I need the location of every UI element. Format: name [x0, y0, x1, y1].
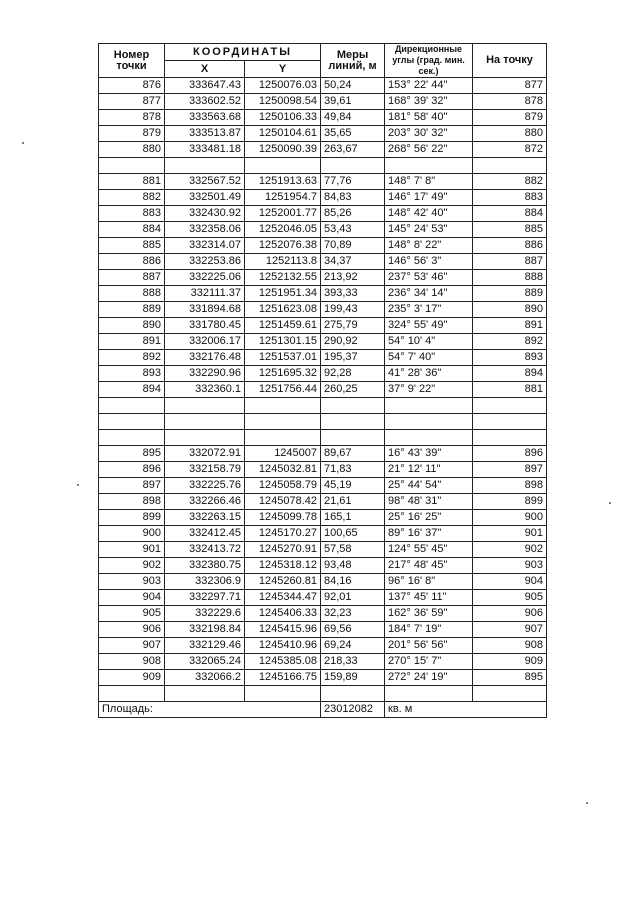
x-coordinate-cell: 332263.15 — [165, 510, 245, 526]
line-length-cell: 92,01 — [321, 590, 385, 606]
point-number-cell: 902 — [99, 558, 165, 574]
x-coordinate-cell: 333602.52 — [165, 94, 245, 110]
point-number-cell: 905 — [99, 606, 165, 622]
point-number-cell: 898 — [99, 494, 165, 510]
x-coordinate-cell: 332129.46 — [165, 638, 245, 654]
x-coordinate-cell: 333563.68 — [165, 110, 245, 126]
point-number-cell: 900 — [99, 526, 165, 542]
to-point-cell: 892 — [473, 334, 547, 350]
to-point-cell: 888 — [473, 270, 547, 286]
point-number-cell: 892 — [99, 350, 165, 366]
x-coordinate-cell: 332225.06 — [165, 270, 245, 286]
to-point-cell: 872 — [473, 142, 547, 158]
line-length-cell: 34,37 — [321, 254, 385, 270]
directional-angle-cell: 146° 17' 49" — [385, 190, 473, 206]
y-coordinate-cell: 1245344.47 — [245, 590, 321, 606]
area-value: 23012082 — [321, 702, 385, 718]
directional-angle-cell: 162° 36' 59" — [385, 606, 473, 622]
directional-angle-cell: 89° 16' 37" — [385, 526, 473, 542]
empty-cell — [473, 158, 547, 174]
area-row — [99, 702, 547, 718]
y-coordinate-cell: 1252113.8 — [245, 254, 321, 270]
point-number-cell: 909 — [99, 670, 165, 686]
point-number-cell: 888 — [99, 286, 165, 302]
y-coordinate-cell: 1245410.96 — [245, 638, 321, 654]
x-coordinate-cell: 332158.79 — [165, 462, 245, 478]
empty-cell — [245, 414, 321, 430]
to-point-cell: 879 — [473, 110, 547, 126]
y-coordinate-cell: 1251623.08 — [245, 302, 321, 318]
empty-cell — [245, 158, 321, 174]
table-row — [99, 622, 547, 638]
empty-cell — [165, 414, 245, 430]
line-length-cell: 393,33 — [321, 286, 385, 302]
table-row — [99, 350, 547, 366]
table-row — [99, 142, 547, 158]
table-row — [99, 286, 547, 302]
y-coordinate-cell: 1245406.33 — [245, 606, 321, 622]
line-length-cell: 45,19 — [321, 478, 385, 494]
point-number-cell: 899 — [99, 510, 165, 526]
empty-cell — [385, 430, 473, 446]
directional-angle-cell: 41° 28' 36" — [385, 366, 473, 382]
line-length-cell: 290,92 — [321, 334, 385, 350]
point-number-cell: 877 — [99, 94, 165, 110]
to-point-cell: 902 — [473, 542, 547, 558]
y-coordinate-cell: 1251951.34 — [245, 286, 321, 302]
line-length-cell: 69,56 — [321, 622, 385, 638]
x-coordinate-cell: 333481.18 — [165, 142, 245, 158]
table-row — [99, 366, 547, 382]
x-coordinate-cell: 332430.92 — [165, 206, 245, 222]
y-coordinate-cell: 1245260.81 — [245, 574, 321, 590]
y-coordinate-cell: 1251459.61 — [245, 318, 321, 334]
empty-row — [99, 686, 547, 702]
coordinates-table — [98, 43, 547, 718]
point-number-cell: 884 — [99, 222, 165, 238]
x-coordinate-cell: 332229.6 — [165, 606, 245, 622]
directional-angle-cell: 270° 15' 7" — [385, 654, 473, 670]
line-length-cell: 260,25 — [321, 382, 385, 398]
empty-cell — [99, 398, 165, 414]
x-coordinate-cell: 332198.84 — [165, 622, 245, 638]
table-row — [99, 174, 547, 190]
to-point-cell: 896 — [473, 446, 547, 462]
directional-angle-cell: 37° 9' 22" — [385, 382, 473, 398]
point-number-cell: 907 — [99, 638, 165, 654]
y-coordinate-cell: 1245032.81 — [245, 462, 321, 478]
table-row — [99, 526, 547, 542]
y-coordinate-cell: 1250090.39 — [245, 142, 321, 158]
directional-angle-cell: 181° 58' 40" — [385, 110, 473, 126]
to-point-cell: 907 — [473, 622, 547, 638]
to-point-cell: 908 — [473, 638, 547, 654]
point-number-cell: 901 — [99, 542, 165, 558]
directional-angle-cell: 137° 45' 11" — [385, 590, 473, 606]
line-length-cell: 218,33 — [321, 654, 385, 670]
table-row — [99, 478, 547, 494]
area-label: Площадь: — [99, 702, 321, 718]
empty-cell — [321, 430, 385, 446]
directional-angle-cell: 146° 56' 3" — [385, 254, 473, 270]
table-row — [99, 78, 547, 94]
to-point-cell: 904 — [473, 574, 547, 590]
table-row — [99, 574, 547, 590]
x-coordinate-cell: 332006.17 — [165, 334, 245, 350]
y-coordinate-cell: 1245166.75 — [245, 670, 321, 686]
empty-cell — [99, 686, 165, 702]
line-length-cell: 49,84 — [321, 110, 385, 126]
directional-angle-cell: 148° 42' 40" — [385, 206, 473, 222]
empty-cell — [165, 430, 245, 446]
point-number-cell: 887 — [99, 270, 165, 286]
to-point-cell: 878 — [473, 94, 547, 110]
empty-cell — [385, 686, 473, 702]
to-point-cell: 891 — [473, 318, 547, 334]
line-length-cell: 195,37 — [321, 350, 385, 366]
y-coordinate-cell: 1245058.79 — [245, 478, 321, 494]
directional-angle-cell: 98° 48' 31" — [385, 494, 473, 510]
empty-row — [99, 430, 547, 446]
table-row — [99, 110, 547, 126]
to-point-cell: 895 — [473, 670, 547, 686]
directional-angle-cell: 54° 7' 40" — [385, 350, 473, 366]
x-coordinate-cell: 332072.91 — [165, 446, 245, 462]
x-coordinate-cell: 333647.43 — [165, 78, 245, 94]
y-coordinate-cell: 1252046.05 — [245, 222, 321, 238]
header-y: Y — [245, 61, 321, 78]
to-point-cell: 883 — [473, 190, 547, 206]
empty-cell — [321, 414, 385, 430]
y-coordinate-cell: 1250106.33 — [245, 110, 321, 126]
directional-angle-cell: 153° 22' 44" — [385, 78, 473, 94]
area-section — [99, 702, 547, 718]
point-number-cell: 883 — [99, 206, 165, 222]
area-unit: кв. м — [385, 702, 547, 718]
y-coordinate-cell: 1250104.61 — [245, 126, 321, 142]
directional-angle-cell: 16° 43' 39" — [385, 446, 473, 462]
line-length-cell: 85,26 — [321, 206, 385, 222]
line-length-cell: 32,23 — [321, 606, 385, 622]
table-row — [99, 382, 547, 398]
table-row — [99, 334, 547, 350]
directional-angle-cell: 168° 39' 32" — [385, 94, 473, 110]
table-row — [99, 222, 547, 238]
to-point-cell: 906 — [473, 606, 547, 622]
point-number-cell: 906 — [99, 622, 165, 638]
x-coordinate-cell: 332176.48 — [165, 350, 245, 366]
table-row — [99, 462, 547, 478]
line-length-cell: 275,79 — [321, 318, 385, 334]
table-row — [99, 510, 547, 526]
directional-angle-cell: 236° 34' 14" — [385, 286, 473, 302]
empty-cell — [385, 414, 473, 430]
table-row — [99, 654, 547, 670]
point-number-cell: 903 — [99, 574, 165, 590]
x-coordinate-cell: 332412.45 — [165, 526, 245, 542]
line-length-cell: 84,16 — [321, 574, 385, 590]
scan-speck — [22, 142, 24, 144]
directional-angle-cell: 96° 16' 8" — [385, 574, 473, 590]
line-length-cell: 213,92 — [321, 270, 385, 286]
empty-cell — [99, 430, 165, 446]
table-row — [99, 94, 547, 110]
to-point-cell: 894 — [473, 366, 547, 382]
to-point-cell: 880 — [473, 126, 547, 142]
header-directional-angles: Дирекционные углы (град. мин. сек.) — [385, 44, 473, 78]
line-length-cell: 50,24 — [321, 78, 385, 94]
to-point-cell: 884 — [473, 206, 547, 222]
to-point-cell: 882 — [473, 174, 547, 190]
table-row — [99, 190, 547, 206]
line-length-cell: 39,61 — [321, 94, 385, 110]
empty-cell — [321, 398, 385, 414]
line-length-cell: 84,83 — [321, 190, 385, 206]
to-point-cell: 900 — [473, 510, 547, 526]
empty-cell — [99, 158, 165, 174]
point-number-cell: 885 — [99, 238, 165, 254]
y-coordinate-cell: 1250098.54 — [245, 94, 321, 110]
point-number-cell: 886 — [99, 254, 165, 270]
table-body — [99, 78, 547, 702]
y-coordinate-cell: 1251695.32 — [245, 366, 321, 382]
header-point-number: Номер точки — [99, 44, 165, 78]
to-point-cell: 897 — [473, 462, 547, 478]
point-number-cell: 882 — [99, 190, 165, 206]
line-length-cell: 57,58 — [321, 542, 385, 558]
table-row — [99, 238, 547, 254]
table-row — [99, 254, 547, 270]
line-length-cell: 263,67 — [321, 142, 385, 158]
x-coordinate-cell: 332567.52 — [165, 174, 245, 190]
to-point-cell: 881 — [473, 382, 547, 398]
scan-speck — [77, 484, 79, 486]
empty-cell — [245, 398, 321, 414]
to-point-cell: 889 — [473, 286, 547, 302]
directional-angle-cell: 145° 24' 53" — [385, 222, 473, 238]
header-coordinates: КООРДИНАТЫ — [165, 44, 321, 61]
point-number-cell: 890 — [99, 318, 165, 334]
to-point-cell: 909 — [473, 654, 547, 670]
y-coordinate-cell: 1251913.63 — [245, 174, 321, 190]
table-row — [99, 302, 547, 318]
point-number-cell: 891 — [99, 334, 165, 350]
y-coordinate-cell: 1252076.38 — [245, 238, 321, 254]
point-number-cell: 878 — [99, 110, 165, 126]
y-coordinate-cell: 1251301.15 — [245, 334, 321, 350]
x-coordinate-cell: 332306.9 — [165, 574, 245, 590]
directional-angle-cell: 25° 44' 54" — [385, 478, 473, 494]
line-length-cell: 21,61 — [321, 494, 385, 510]
empty-row — [99, 398, 547, 414]
empty-cell — [473, 398, 547, 414]
x-coordinate-cell: 332297.71 — [165, 590, 245, 606]
table-row — [99, 494, 547, 510]
table-row — [99, 558, 547, 574]
line-length-cell: 69,24 — [321, 638, 385, 654]
header-to-point: На точку — [473, 44, 547, 78]
table-row — [99, 126, 547, 142]
point-number-cell: 908 — [99, 654, 165, 670]
y-coordinate-cell: 1245415.96 — [245, 622, 321, 638]
line-length-cell: 35,65 — [321, 126, 385, 142]
line-length-cell: 89,67 — [321, 446, 385, 462]
x-coordinate-cell: 332358.06 — [165, 222, 245, 238]
empty-cell — [245, 430, 321, 446]
table-row — [99, 590, 547, 606]
table-row — [99, 270, 547, 286]
to-point-cell: 901 — [473, 526, 547, 542]
empty-cell — [473, 414, 547, 430]
x-coordinate-cell: 332065.24 — [165, 654, 245, 670]
directional-angle-cell: 148° 8' 22" — [385, 238, 473, 254]
point-number-cell: 894 — [99, 382, 165, 398]
y-coordinate-cell: 1251537.01 — [245, 350, 321, 366]
point-number-cell: 881 — [99, 174, 165, 190]
point-number-cell: 893 — [99, 366, 165, 382]
directional-angle-cell: 21° 12' 11" — [385, 462, 473, 478]
x-coordinate-cell: 332253.86 — [165, 254, 245, 270]
x-coordinate-cell: 332066.2 — [165, 670, 245, 686]
empty-cell — [165, 686, 245, 702]
to-point-cell: 899 — [473, 494, 547, 510]
x-coordinate-cell: 332266.46 — [165, 494, 245, 510]
point-number-cell: 879 — [99, 126, 165, 142]
point-number-cell: 876 — [99, 78, 165, 94]
to-point-cell: 890 — [473, 302, 547, 318]
y-coordinate-cell: 1252001.77 — [245, 206, 321, 222]
to-point-cell: 885 — [473, 222, 547, 238]
empty-cell — [99, 414, 165, 430]
y-coordinate-cell: 1252132.55 — [245, 270, 321, 286]
y-coordinate-cell: 1245318.12 — [245, 558, 321, 574]
directional-angle-cell: 268° 56' 22" — [385, 142, 473, 158]
y-coordinate-cell: 1245385.08 — [245, 654, 321, 670]
x-coordinate-cell: 332111.37 — [165, 286, 245, 302]
directional-angle-cell: 184° 7' 19" — [385, 622, 473, 638]
point-number-cell: 889 — [99, 302, 165, 318]
to-point-cell: 905 — [473, 590, 547, 606]
empty-cell — [245, 686, 321, 702]
y-coordinate-cell: 1245170.27 — [245, 526, 321, 542]
directional-angle-cell: 201° 56' 56" — [385, 638, 473, 654]
scan-speck — [586, 802, 588, 804]
empty-cell — [473, 430, 547, 446]
to-point-cell: 903 — [473, 558, 547, 574]
x-coordinate-cell: 332314.07 — [165, 238, 245, 254]
table-row — [99, 446, 547, 462]
x-coordinate-cell: 332360.1 — [165, 382, 245, 398]
line-length-cell: 53,43 — [321, 222, 385, 238]
empty-row — [99, 158, 547, 174]
to-point-cell: 887 — [473, 254, 547, 270]
line-length-cell: 165,1 — [321, 510, 385, 526]
x-coordinate-cell: 331894.68 — [165, 302, 245, 318]
line-length-cell: 92,28 — [321, 366, 385, 382]
table-row — [99, 670, 547, 686]
empty-cell — [473, 686, 547, 702]
point-number-cell: 896 — [99, 462, 165, 478]
empty-cell — [165, 398, 245, 414]
line-length-cell: 100,65 — [321, 526, 385, 542]
directional-angle-cell: 54° 10' 4" — [385, 334, 473, 350]
line-length-cell: 159,89 — [321, 670, 385, 686]
directional-angle-cell: 148° 7' 8" — [385, 174, 473, 190]
directional-angle-cell: 203° 30' 32" — [385, 126, 473, 142]
x-coordinate-cell: 332501.49 — [165, 190, 245, 206]
directional-angle-cell: 124° 55' 45" — [385, 542, 473, 558]
directional-angle-cell: 272° 24' 19" — [385, 670, 473, 686]
y-coordinate-cell: 1251756.44 — [245, 382, 321, 398]
empty-cell — [321, 158, 385, 174]
table-row — [99, 638, 547, 654]
point-number-cell: 880 — [99, 142, 165, 158]
y-coordinate-cell: 1250076.03 — [245, 78, 321, 94]
empty-cell — [385, 398, 473, 414]
directional-angle-cell: 324° 55' 49" — [385, 318, 473, 334]
y-coordinate-cell: 1245270.91 — [245, 542, 321, 558]
point-number-cell: 895 — [99, 446, 165, 462]
table-row — [99, 542, 547, 558]
table-row — [99, 318, 547, 334]
table-row — [99, 606, 547, 622]
line-length-cell: 199,43 — [321, 302, 385, 318]
y-coordinate-cell: 1245007 — [245, 446, 321, 462]
line-length-cell: 71,83 — [321, 462, 385, 478]
y-coordinate-cell: 1245099.78 — [245, 510, 321, 526]
empty-cell — [385, 158, 473, 174]
point-number-cell: 897 — [99, 478, 165, 494]
empty-cell — [165, 158, 245, 174]
line-length-cell: 70,89 — [321, 238, 385, 254]
header-x: X — [165, 61, 245, 78]
directional-angle-cell: 25° 16' 25" — [385, 510, 473, 526]
empty-row — [99, 414, 547, 430]
to-point-cell: 886 — [473, 238, 547, 254]
header-line-lengths: Меры линий, м — [321, 44, 385, 78]
x-coordinate-cell: 332413.72 — [165, 542, 245, 558]
line-length-cell: 93,48 — [321, 558, 385, 574]
to-point-cell: 898 — [473, 478, 547, 494]
y-coordinate-cell: 1251954.7 — [245, 190, 321, 206]
table-header — [99, 44, 547, 78]
x-coordinate-cell: 332380.75 — [165, 558, 245, 574]
x-coordinate-cell: 332290.96 — [165, 366, 245, 382]
point-number-cell: 904 — [99, 590, 165, 606]
x-coordinate-cell: 332225.76 — [165, 478, 245, 494]
scan-speck — [609, 502, 611, 504]
x-coordinate-cell: 331780.45 — [165, 318, 245, 334]
line-length-cell: 77,76 — [321, 174, 385, 190]
to-point-cell: 893 — [473, 350, 547, 366]
empty-cell — [321, 686, 385, 702]
y-coordinate-cell: 1245078.42 — [245, 494, 321, 510]
directional-angle-cell: 235° 3' 17" — [385, 302, 473, 318]
directional-angle-cell: 217° 48' 45" — [385, 558, 473, 574]
x-coordinate-cell: 333513.87 — [165, 126, 245, 142]
to-point-cell: 877 — [473, 78, 547, 94]
directional-angle-cell: 237° 53' 46" — [385, 270, 473, 286]
table-row — [99, 206, 547, 222]
